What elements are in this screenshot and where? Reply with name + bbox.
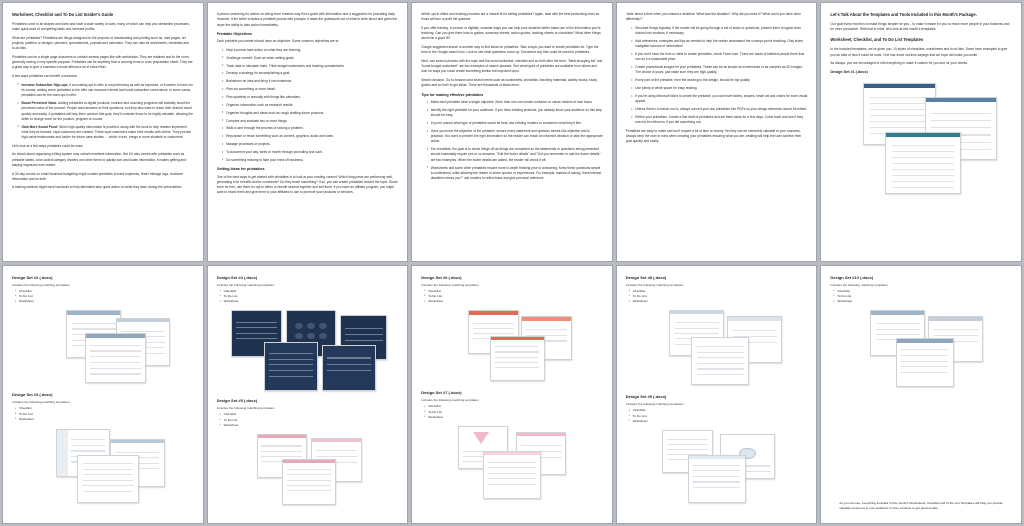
- page-3-para-4: Next, use search phrases with the topic and the word worksheet, checklist and so forth after the term. "Meal shopping list" and "home budget worksheet" are two examples of search phrases. See what types of printables are available from others and look for ways you could create something similar but improved upon.: [421, 58, 603, 74]
- design-set-6-items: [421, 289, 603, 305]
- list-item: • Repurpose or reuse something such as content, graphics, audio and video.: [223, 134, 399, 139]
- list-item: • To Do List: [428, 294, 603, 299]
- list-item: • Brainstorm an idea and bring it into existence.: [223, 79, 399, 84]
- list-item: • Compare and evaluate two or more things.: [223, 119, 399, 124]
- design-set-4-note: Includes the following matching templates:: [216, 282, 275, 287]
- design-set-5-preview: [217, 432, 399, 508]
- list-item: • Increase Subscriber Sign-ups. If an existing opt-in offer is not performing as well as expected, or it seems to have run its course, adding some printables to the offer can increase interest and boost subscriber conversions. In some cases, printables can be the main opt-in offer.: [18, 83, 194, 99]
- list-item: • Checklist: [428, 289, 603, 294]
- list-item: • Organize information such as research results.: [223, 103, 399, 108]
- list-item: • Help a person take action on what they are learning.: [223, 48, 399, 53]
- list-item: • To Do List: [633, 294, 808, 299]
- list-item: • To Do List: [837, 294, 1012, 299]
- page-7-content: [217, 275, 399, 518]
- design-set-7-preview: [421, 424, 603, 502]
- document-page-1[interactable]: [2, 2, 204, 262]
- design-set-5-note: Includes the following matching templates:: [216, 406, 275, 411]
- design-set-3-items: [12, 406, 194, 422]
- design-set-7-block: [421, 390, 603, 502]
- list-item: • Add references, examples and tips as needed to help the reader understand the concept you're teaching. Only share navigable sources of information!: [632, 39, 808, 50]
- list-item: • Checklist: [428, 404, 603, 409]
- design-set-7-items: [421, 404, 603, 420]
- design-set-4-items: [217, 289, 399, 305]
- template-thumbnail: [896, 338, 954, 388]
- page-1-para-6: An ebook about organizing a filing system may contain excellent information. But if it also comes with printables such as printable labels, color-coded category dividers and other items to quickly sort and locate information, it makes getting and staying organized even easier.: [12, 152, 186, 167]
- template-thumbnail: [490, 336, 544, 382]
- page-3-para-1: Which opt-in offers and existing products are a natural fit for selling printables? Again, start with the best performing ones as those will turn a profit the quickest.: [421, 12, 600, 22]
- list-item: • To Do List: [224, 294, 399, 299]
- design-set-6-block: [421, 275, 603, 385]
- list-item: • Worksheet: [224, 299, 399, 304]
- design-set-1-preview: [830, 78, 1012, 198]
- list-item: • Structure things logically. If the reader will be going through a set of steps or questions, present them a logical order divided into sections, if necessary.: [632, 26, 808, 37]
- list-item: • Checklist: [633, 289, 808, 294]
- document-page-4[interactable]: [616, 2, 818, 262]
- design-set-2-block: [12, 275, 194, 387]
- page-10-content: [830, 275, 1012, 518]
- page-1-para-1: Printables come in all shapes and sizes and have a wide variety of uses, many of which can help you streamline processes, make quick work of completing tasks and increase profits.: [12, 21, 190, 32]
- page-5-content: [830, 12, 1012, 255]
- list-item: • To Do List: [19, 412, 194, 417]
- page-4-tips-list: [626, 26, 808, 126]
- document-page-2[interactable]: [207, 2, 409, 262]
- design-set-10-note: Includes the following matching templates:: [830, 282, 889, 287]
- template-thumbnail: [85, 333, 147, 383]
- page-5-para-3: As always, you are encouraged to edit everything to make it custom for you and /or your clients.: [830, 61, 968, 66]
- list-item: • To Do List: [428, 410, 603, 415]
- template-thumbnail: [282, 459, 336, 505]
- design-set-3-title: Design Set #3 (.docx): [12, 392, 53, 398]
- page-5-design-set-1-title: Design Set #1 (.docx): [830, 70, 868, 75]
- list-item: • If you're unsure what type of printables would be best, ask existing readers or customers what they'd like.: [427, 121, 603, 126]
- list-item: • Plan quarterly or annually with things like calendars.: [223, 95, 399, 100]
- design-set-8-title: Design Set #8 (.docx): [625, 274, 667, 280]
- template-thumbnail: [885, 132, 961, 194]
- page-10-closing-note: As you can see, everything included in this month's Worksheets, Checklist and To Do List Templates will help you provide valuable resources to your audience so they continue to get great results.: [839, 501, 1003, 511]
- page-5-para-1: Our goal every month is to make things simpler for you…to make it easier for you to reach more people in your business and be more productive. With that in mind, let's look at this month's templates.: [830, 21, 1010, 32]
- list-item: • Organize thoughts and ideas such as rough drafting future products.: [223, 111, 399, 116]
- document-page-6[interactable]: [2, 265, 204, 525]
- document-page-10[interactable]: [820, 265, 1022, 525]
- list-item: • Once you know the objective of the printable, ensure every statement and question serves this objective and is practical. You want to present the right information so the reader can reach an informed decision or take the appropriate action.: [427, 129, 603, 145]
- list-item: • Worksheet: [428, 299, 603, 304]
- list-item: • To Do List: [224, 418, 399, 423]
- document-page-7[interactable]: [207, 265, 409, 525]
- page-3-heading-tips: Tips for making effective printables: [421, 92, 484, 97]
- design-set-9-title: Design Set #9 (.docx): [625, 394, 667, 400]
- design-set-5-title: Design Set #5 (.docx): [216, 398, 258, 404]
- list-item: • Track data or calculate math. Think budget worksheets and tracking spreadsheets.: [223, 64, 399, 69]
- design-set-5-block: [217, 398, 399, 508]
- design-set-6-preview: [421, 308, 603, 384]
- list-item: • Worksheet: [224, 423, 399, 428]
- design-set-10-title: Design Set #10 (.docx): [830, 274, 874, 280]
- page-5-title: Let's Talk About the Templates and Tools Included in this Month's Package.: [830, 12, 977, 17]
- design-set-9-note: Includes the following matching templates:: [625, 402, 684, 407]
- design-set-10-preview: [830, 308, 1012, 400]
- list-item: • Checklist: [633, 408, 808, 413]
- page-9-content: [626, 275, 808, 518]
- list-item: • Checklist: [19, 406, 194, 411]
- template-thumbnail: [264, 342, 318, 391]
- page-1-content: [12, 12, 194, 255]
- template-thumbnail: [77, 455, 139, 503]
- template-thumbnail: [483, 451, 541, 499]
- list-item: • Manage processes or projects.: [223, 142, 399, 147]
- page-2-para-2: Each printable you create should have an objective. Some common objectives are to:: [216, 39, 340, 44]
- page-5-subtitle: Worksheet, Checklist, and To Do List Templates: [830, 37, 924, 43]
- document-page-8[interactable]: [411, 265, 613, 525]
- page-3-para-5: Search Amazon. Go to Amazon and search terms such as worksheets, checklists, teaching materials, activity books, study guides and so forth to get ideas. There are thousands of ideas there.: [421, 78, 597, 88]
- design-set-2-title: Design Set #2 (.docx): [12, 274, 53, 280]
- list-item: • Develop a strategy for accomplishing a goal.: [223, 71, 399, 76]
- page-2-heading-objectives: Printable Objectives: [216, 31, 253, 36]
- page-2-heading-ideas: Getting Ideas for printables: [216, 167, 265, 171]
- page-5-para-2: In the included templates, we've given you, 10 styles of checklists, worksheets and to do lists. Some have examples to give you an idea of how it could be used. One has some old-time sayings that we hope will make you smile.: [830, 47, 1008, 57]
- page-2-para-1: A person searching for advice on being more creative may find a guide with information and a suggestion for journaling daily. However, if the seller includes a printable journal with prompts, it takes the guesswork out of what to write about and gives the buyer the ability to take action immediately.: [216, 12, 398, 27]
- list-item: • Worksheet: [837, 299, 1012, 304]
- list-item: • Every part of the printable, from the wording to the design, should be top quality.: [632, 78, 808, 83]
- design-set-2-note: Includes the following matching templates:: [12, 282, 71, 287]
- list-item: • Checklist: [224, 289, 399, 294]
- design-set-4-block: [217, 275, 399, 393]
- page-1-para-2: What are printables? Printables are things designed for the purpose of downloading and printing such as, note pages, art projects, patterns or designs, planners, spreadsheets, journals and calendars. They can also be worksheets, checklists and to-do lists.: [12, 35, 189, 51]
- page-2-content: [217, 12, 399, 255]
- design-set-8-items: [626, 289, 808, 305]
- list-item: • Checklist: [837, 289, 1012, 294]
- design-set-9-block: [626, 394, 808, 506]
- document-page-3[interactable]: [411, 2, 613, 262]
- design-set-3-block: [12, 392, 194, 506]
- page-3-tips-list: [421, 100, 603, 181]
- list-item: • Worksheet: [633, 419, 808, 424]
- document-page-5[interactable]: [820, 2, 1022, 262]
- list-item: • Boost Perceived Value. Adding printables to digital products, courses and coaching programs will instantly boost the perceived value of the product. People want answers to their questions, but they also want to reach their desired result quickly and easily. If printables will help them achieve that goal, they'll consider those to be highly valuable, allowing the seller to charge more for the product, program or course.: [18, 101, 194, 122]
- page-4-content: [626, 12, 808, 255]
- page-6-content: [12, 275, 194, 518]
- design-set-6-note: Includes the following matching templates:: [421, 282, 480, 287]
- list-item: • If you don't have the time or skills to create printables, check Fiverr.com. There are loads of talented people there that can do it a reasonable price.: [632, 52, 808, 63]
- page-1-para-7: A 30-day course on email business budgeting might contain printables to track expenses, fewer mileage logs, customer information and so forth.: [12, 171, 184, 181]
- page-1-para-5: Let's look at a few ways printables could be used.: [12, 143, 84, 148]
- page-2-objective-list: [217, 48, 399, 163]
- design-set-6-title: Design Set #6 (.docx): [421, 274, 462, 280]
- page-1-para-8: A training webinar might have handouts to help attendees take quick action on what they learn during the presentation.: [12, 185, 183, 190]
- design-set-5-items: [217, 412, 399, 428]
- list-item: • To Do List: [19, 294, 194, 299]
- page-3-para-3: Google suggested search is another way to find ideas for printables. Take a topic you want to create printables for. Type the term in the Google search box. Look to see what questions come up. Document any that could be used for printables.: [421, 45, 599, 55]
- list-item: • Worksheet: [19, 299, 194, 304]
- page-1-title: Worksheet, Checklist and To Do List Insider's Guide: [12, 12, 114, 17]
- document-page-9[interactable]: [616, 265, 818, 525]
- page-1-para-3: Printables can be a single page document or contain several pages like with workbooks. They are retained and to the norm, generally having a very specific purpose. Printables can be anything from a coloring book to a tax preparation sheet. They are a great way to give a business a boost without a lot of extra effort.: [12, 54, 193, 70]
- list-item: • Plan out something or more detail.: [223, 87, 399, 92]
- list-item: • Unless there's a reason not to, always convert your doc printables into PDFs so your design elements cannot be edited.: [632, 107, 808, 112]
- list-item: • Worksheet: [633, 299, 808, 304]
- list-item: • Use plenty of white space for easy reading.: [632, 86, 808, 91]
- design-set-3-note: Includes the following matching templates:: [12, 400, 71, 405]
- list-item: • Worksheet: [19, 417, 194, 422]
- template-thumbnail: [322, 345, 376, 390]
- page-3-content: [421, 12, 603, 255]
- design-set-2-preview: [12, 308, 194, 386]
- list-item: • Checklist: [19, 289, 194, 294]
- page-4-para-1: "write about a time when you missed a deadline. What was the situation? Why did you miss it? What could you have done differently?": [625, 12, 801, 22]
- list-item: • If you're using Microsoft Word to create the printable, you can insert tables, shapes, smart art and charts for more visual appeal.: [632, 94, 808, 105]
- list-item: • Walk a user through the process of solving a problem.: [223, 126, 399, 131]
- page-8-content: [421, 275, 603, 518]
- list-item: • Gain More Social Proof. When high-quality information is provided, along with the tools to help readers implement what they've learned, loyal customers are created. These loyal customers share their results with others. They provide high-value testimonials and fodder for future case studies … which in turn, brings in more students or customers.: [18, 125, 194, 141]
- design-set-2-items: [12, 289, 194, 305]
- page-3-para-2: If you offer training, in person or digitally, consider ways you can help your students better make use of the information you're teaching. Can you give them how-to guides, summary sheets, action guides, tracking sheets or checklists? What other things would be a good fit?: [421, 25, 601, 41]
- design-set-3-preview: [12, 426, 194, 506]
- page-1-benefit-list: [12, 83, 194, 141]
- page-1-para-4: A few ways printables can benefit a business:: [12, 74, 78, 79]
- list-item: • Make each printable have a single objective. More than one can create confusion or cause readers to lose focus.: [427, 100, 603, 105]
- design-set-8-note: Includes the following matching templates:: [625, 282, 684, 287]
- page-2-para-3: One of the best ways to get started with printables is to look at your existing content. Which blog posts are performing well, generating a lot of traffic and/or comments? Do they teach something? If so, you can create printables around the topic. Share them for free, use them for opt-in offers or bundle several together and sell them. If you have an affiliate program, you might want to brand them and give them to your affiliates to use to promote your products or services.: [216, 174, 398, 195]
- template-thumbnail: [688, 455, 746, 503]
- list-item: • Do something relaxing to take your mind off business.: [223, 158, 399, 163]
- design-set-10-items: [830, 289, 1012, 305]
- list-item: • Checklist: [224, 412, 399, 417]
- list-item: • Worksheet: [428, 415, 603, 420]
- list-item: • Worksheets and some other printables require more in-depth thinking prior to answering. Keep these questions simple to understand, while allowing the reader to share opinion or experiences. For example, instead of asking "does interest deadlines stress you?" ask readers to reflect back and give personal reference.: [427, 166, 603, 182]
- list-item: • For checklists, the goal is to check things off as things are completed so the statements or questions being presented should essentially require yes or no answers. "Edit the footer details" and "Did you remember to add the footer details" are two examples. When the footer details are added, the reader will check it off.: [427, 147, 603, 163]
- design-set-9-items: [626, 408, 808, 424]
- design-set-4-preview: [217, 308, 399, 392]
- design-set-9-preview: [626, 428, 808, 506]
- list-item: • To document your day, week or month through journaling and such.: [223, 150, 399, 155]
- design-set-10-block: [830, 275, 1012, 401]
- list-item: • Challenge oneself. Such as when setting goals.: [223, 56, 399, 61]
- design-set-4-title: Design Set #4 (.docx): [216, 274, 258, 280]
- design-set-8-preview: [626, 308, 808, 388]
- list-item: • Identify the right printable for your audience. If you have existing products, you already know your audience so this step should be easy.: [427, 108, 603, 119]
- design-set-7-note: Includes the following matching templates:: [421, 398, 480, 403]
- design-set-7-title: Design Set #7 (.docx): [421, 390, 462, 396]
- design-set-8-block: [626, 275, 808, 389]
- template-thumbnail: [691, 337, 749, 385]
- list-item: • Refine your printables. Create a first draft of printables and set them aside for a few days. Come back and see if they need to be refined or if you left something out.: [632, 115, 808, 126]
- page-4-para-2: Printables are easy to make and don't require a lot of time or money. Yet they can be extremely valuable to your business. Always keep the user in mind when creating your printables ensuring what you are creating will help the user achieve their goal quickly and easily.: [625, 128, 802, 144]
- list-item: • To Do List: [633, 414, 808, 419]
- list-item: • Create promotional images for your printables. These can be as simple as screenshots or as complex as 3D images. The choice is yours, just make sure they are high-quality.: [632, 65, 808, 76]
